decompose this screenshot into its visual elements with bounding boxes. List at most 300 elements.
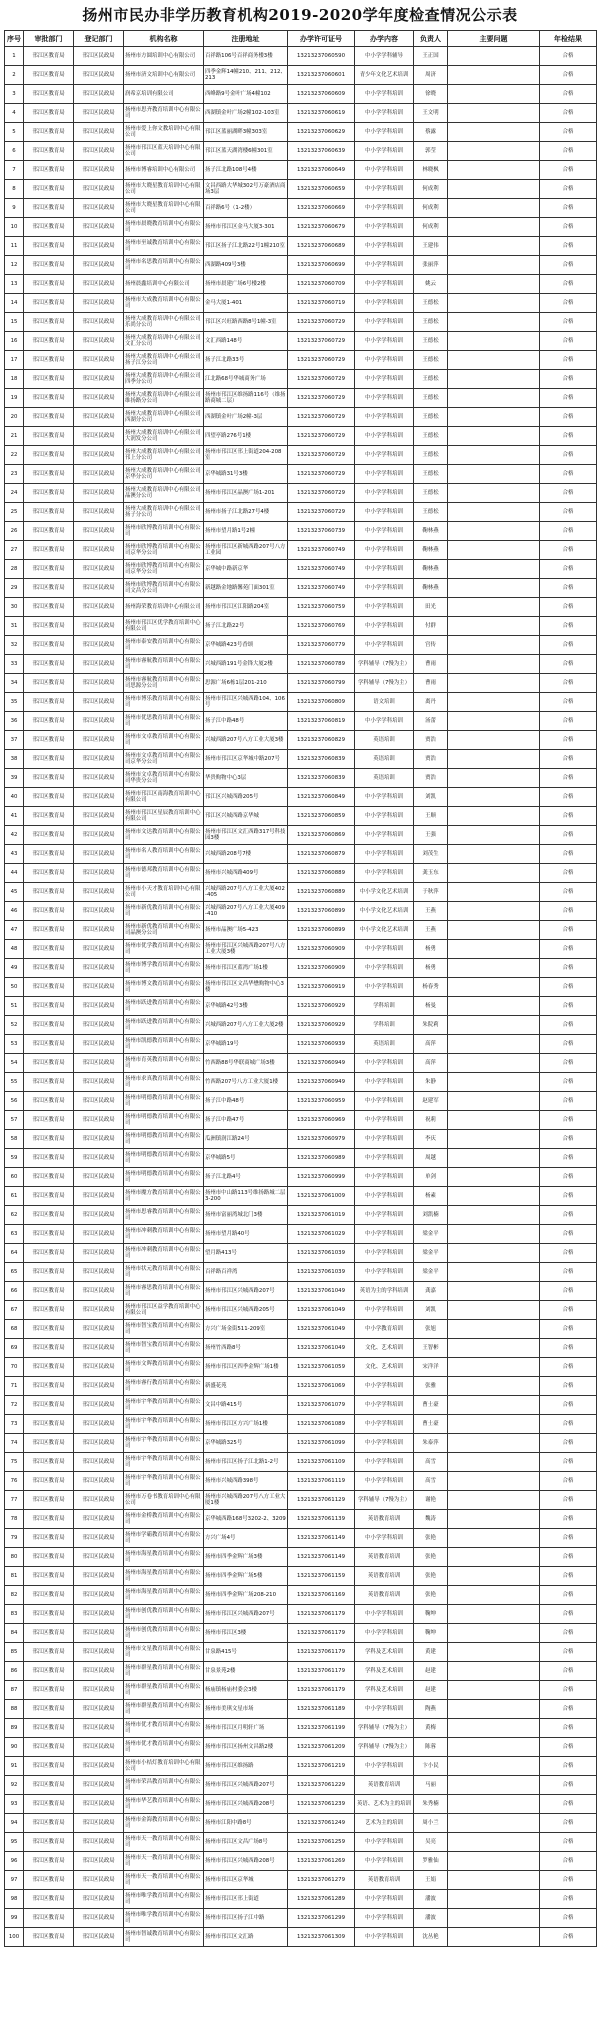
cell-org-name: 扬州市宇华教育培训中心有限公司 — [124, 1434, 204, 1453]
cell-org-name: 扬州市求真教育培训中心有限公司 — [124, 1073, 204, 1092]
table-row — [5, 997, 597, 1016]
cell-registration-dept: 邗江区民政局 — [74, 1358, 124, 1377]
cell-content: 中小学学科培训 — [355, 446, 414, 465]
cell-org-name: 扬州市明德教育培训中心有限公司 — [124, 1168, 204, 1187]
cell-index: 80 — [5, 1548, 24, 1567]
cell-content: 中小学文化艺术培训 — [355, 883, 414, 902]
cell-registration-dept: 邗江区民政局 — [74, 1529, 124, 1548]
cell-index: 39 — [5, 769, 24, 788]
cell-org-name: 扬州市天一教育培训中心有限公司 — [124, 1833, 204, 1852]
cell-principal: 王燕 — [414, 921, 448, 940]
cell-license-no: 13213237060789 — [288, 655, 355, 674]
cell-org-name: 扬州晨鑫培训中心有限公司 — [124, 275, 204, 294]
cell-principal: 刘凯 — [414, 788, 448, 807]
cell-address: 扬州市望月路40号 — [204, 1225, 288, 1244]
cell-principal: 罗雅仙 — [414, 1852, 448, 1871]
cell-address: 兴城西路191号金锋大厦2楼 — [204, 655, 288, 674]
cell-org-name: 扬州市唯学教育培训中心有限公司 — [124, 1890, 204, 1909]
cell-registration-dept: 邗江区民政局 — [74, 427, 124, 446]
cell-org-name: 扬州市天一教育培训中心有限公司 — [124, 1871, 204, 1890]
cell-content: 中小学学科培训 — [355, 978, 414, 997]
cell-org-name: 扬州市金桥教育培训中心有限公司 — [124, 1510, 204, 1529]
cell-registration-dept: 邗江区民政局 — [74, 142, 124, 161]
cell-approval-dept: 邗江区教育局 — [24, 1282, 74, 1301]
cell-license-no: 13213237060749 — [288, 579, 355, 598]
cell-org-name: 扬州大成教育培训中心有限公司京华分公司 — [124, 465, 204, 484]
cell-content: 中小学学科培训 — [355, 1434, 414, 1453]
cell-org-name: 扬州市睿行教育培训中心有限公司 — [124, 1377, 204, 1396]
table-row — [5, 1928, 597, 1947]
table-body — [5, 47, 597, 1947]
col-header: 负责人 — [414, 31, 448, 47]
cell-address: 兴城西路207号八方工业大厦2楼 — [204, 1016, 288, 1035]
table-row — [5, 1700, 597, 1719]
cell-principal: 张艳 — [414, 1529, 448, 1548]
cell-result: 合格 — [540, 655, 597, 674]
cell-content: 中小学学科培训 — [355, 370, 414, 389]
cell-index: 9 — [5, 199, 24, 218]
cell-principal: 张艳 — [414, 1548, 448, 1567]
cell-content: 中小学学科辅导 — [355, 47, 414, 66]
cell-license-no: 13213237060749 — [288, 541, 355, 560]
cell-content: 学科辅导（7慢为主） — [355, 1738, 414, 1757]
cell-result: 合格 — [540, 1529, 597, 1548]
cell-principal: 祝莉 — [414, 1111, 448, 1130]
cell-approval-dept: 邗江区教育局 — [24, 1225, 74, 1244]
cell-approval-dept: 邗江区教育局 — [24, 598, 74, 617]
cell-content: 中小学学科培训 — [355, 940, 414, 959]
cell-license-no: 13213237060819 — [288, 712, 355, 731]
cell-license-no: 13213237061049 — [288, 1282, 355, 1301]
cell-registration-dept: 邗江区民政局 — [74, 883, 124, 902]
table-row — [5, 674, 597, 693]
cell-issues — [448, 1358, 540, 1377]
cell-issues — [448, 693, 540, 712]
cell-org-name: 扬州大成教育培训中心有限公司晶澳分公司 — [124, 484, 204, 503]
cell-address: 扬州市四季金辉广场5楼 — [204, 1567, 288, 1586]
cell-org-name: 扬州市优才教育培训中心有限公司 — [124, 1738, 204, 1757]
cell-registration-dept: 邗江区民政局 — [74, 1624, 124, 1643]
cell-index: 51 — [5, 997, 24, 1016]
cell-license-no: 13213237060639 — [288, 142, 355, 161]
cell-license-no: 13213237060909 — [288, 940, 355, 959]
table-row — [5, 123, 597, 142]
cell-org-name: 扬州市大成教育培训中心有限公司 — [124, 294, 204, 313]
cell-content: 中小学学科培训 — [355, 1529, 414, 1548]
cell-content: 中小学学科培训 — [355, 237, 414, 256]
cell-address: 扬州市邗江区兴城西路208号 — [204, 1852, 288, 1871]
cell-registration-dept: 邗江区民政局 — [74, 408, 124, 427]
cell-registration-dept: 邗江区民政局 — [74, 1339, 124, 1358]
table-row — [5, 85, 597, 104]
cell-result: 合格 — [540, 1415, 597, 1434]
cell-index: 27 — [5, 541, 24, 560]
cell-issues — [448, 617, 540, 636]
cell-content: 中小学学科培训 — [355, 351, 414, 370]
cell-approval-dept: 邗江区教育局 — [24, 940, 74, 959]
cell-issues — [448, 1814, 540, 1833]
cell-address: 扬州市兴城西路207号八方工业大厦1楼 — [204, 1491, 288, 1510]
cell-result: 合格 — [540, 826, 597, 845]
cell-index: 28 — [5, 560, 24, 579]
cell-content: 中小学学科培训 — [355, 864, 414, 883]
cell-approval-dept: 邗江区教育局 — [24, 636, 74, 655]
cell-result: 合格 — [540, 180, 597, 199]
cell-result: 合格 — [540, 1092, 597, 1111]
table-row — [5, 579, 597, 598]
cell-registration-dept: 邗江区民政局 — [74, 579, 124, 598]
cell-principal: 朱泰萍 — [414, 1434, 448, 1453]
cell-license-no: 13213237061269 — [288, 1852, 355, 1871]
cell-content: 英语培训 — [355, 1035, 414, 1054]
cell-org-name: 扬州市群星教育培训中心有限公司 — [124, 1681, 204, 1700]
cell-result: 合格 — [540, 389, 597, 408]
cell-address: 邗江区兴旺路西路8号1幢-3室 — [204, 313, 288, 332]
table-row — [5, 1111, 597, 1130]
cell-issues — [448, 1681, 540, 1700]
cell-result: 合格 — [540, 864, 597, 883]
cell-issues — [448, 712, 540, 731]
cell-address: 甘泉路415号 — [204, 1643, 288, 1662]
cell-registration-dept: 邗江区民政局 — [74, 1681, 124, 1700]
col-header: 机构名称 — [124, 31, 204, 47]
cell-content: 中小学学科培训 — [355, 1472, 414, 1491]
table-row — [5, 1453, 597, 1472]
cell-address: 扬子江北路22号 — [204, 617, 288, 636]
cell-address: 扬州市邗江区邗上街道204-208室 — [204, 446, 288, 465]
cell-index: 88 — [5, 1700, 24, 1719]
cell-registration-dept: 邗江区民政局 — [74, 294, 124, 313]
cell-approval-dept: 邗江区教育局 — [24, 1434, 74, 1453]
cell-approval-dept: 邗江区教育局 — [24, 332, 74, 351]
cell-result: 合格 — [540, 1396, 597, 1415]
table-row — [5, 1738, 597, 1757]
cell-approval-dept: 邗江区教育局 — [24, 978, 74, 997]
cell-approval-dept: 邗江区教育局 — [24, 1852, 74, 1871]
cell-index: 63 — [5, 1225, 24, 1244]
cell-result: 合格 — [540, 1434, 597, 1453]
cell-org-name: 扬州市优思教育培训中心有限公司 — [124, 712, 204, 731]
cell-content: 语文培训 — [355, 693, 414, 712]
cell-issues — [448, 1795, 540, 1814]
cell-license-no: 13213237060609 — [288, 85, 355, 104]
cell-index: 62 — [5, 1206, 24, 1225]
cell-content: 中小学学科培训 — [355, 104, 414, 123]
cell-org-name: 扬州市文卓教育培训中心有限公司京华分公司 — [124, 750, 204, 769]
cell-content: 英语培训 — [355, 769, 414, 788]
cell-result: 合格 — [540, 1282, 597, 1301]
cell-license-no: 13213237060919 — [288, 978, 355, 997]
cell-address: 扬州市兴城西路398号 — [204, 1472, 288, 1491]
cell-index: 6 — [5, 142, 24, 161]
cell-approval-dept: 邗江区教育局 — [24, 1814, 74, 1833]
cell-principal: 宋洋洋 — [414, 1358, 448, 1377]
cell-principal: 张艳 — [414, 1586, 448, 1605]
cell-content: 中小学学科培训 — [355, 1244, 414, 1263]
cell-principal: 赵建 — [414, 1681, 448, 1700]
cell-approval-dept: 邗江区教育局 — [24, 237, 74, 256]
col-header: 年检结果 — [540, 31, 597, 47]
cell-approval-dept: 邗江区教育局 — [24, 921, 74, 940]
cell-approval-dept: 邗江区教育局 — [24, 313, 74, 332]
cell-approval-dept: 邗江区教育局 — [24, 465, 74, 484]
cell-address: 扬州市邗江区文汇西路317号科技园3楼 — [204, 826, 288, 845]
cell-approval-dept: 邗江区教育局 — [24, 1928, 74, 1947]
table-row — [5, 1662, 597, 1681]
table-row — [5, 389, 597, 408]
cell-index: 3 — [5, 85, 24, 104]
cell-issues — [448, 332, 540, 351]
cell-org-name: 扬州市宇华教育培训中心有限公司 — [124, 1415, 204, 1434]
cell-content: 中小学学科培训 — [355, 845, 414, 864]
cell-result: 合格 — [540, 465, 597, 484]
cell-result: 合格 — [540, 1358, 597, 1377]
page-title: 扬州市民办非学历教育机构2019-2020学年度检查情况公示表 — [82, 6, 518, 24]
cell-registration-dept: 邗江区民政局 — [74, 1491, 124, 1510]
table-row — [5, 1833, 597, 1852]
cell-address: 扬州市四季金辉广场208-210 — [204, 1586, 288, 1605]
cell-index: 67 — [5, 1301, 24, 1320]
cell-approval-dept: 邗江区教育局 — [24, 902, 74, 921]
cell-index: 78 — [5, 1510, 24, 1529]
cell-principal: 王德松 — [414, 446, 448, 465]
cell-result: 合格 — [540, 370, 597, 389]
cell-result: 合格 — [540, 446, 597, 465]
cell-content: 中小学学科培训 — [355, 1073, 414, 1092]
cell-issues — [448, 313, 540, 332]
table-row — [5, 1624, 597, 1643]
cell-issues — [448, 921, 540, 940]
cell-result: 合格 — [540, 693, 597, 712]
cell-org-name: 扬州市大晓星教育培训中心有限公司 — [124, 199, 204, 218]
cell-result: 合格 — [540, 1548, 597, 1567]
cell-approval-dept: 邗江区教育局 — [24, 864, 74, 883]
cell-approval-dept: 邗江区教育局 — [24, 1396, 74, 1415]
cell-result: 合格 — [540, 104, 597, 123]
cell-principal: 陶燕 — [414, 1700, 448, 1719]
cell-address: 邗江区兴城西路京华城 — [204, 807, 288, 826]
cell-org-name: 扬州市冲刺教育培训中心有限公司 — [124, 1225, 204, 1244]
cell-approval-dept: 邗江区教育局 — [24, 750, 74, 769]
cell-org-name: 扬州市睿航教育培训中心有限公司思源分公司 — [124, 674, 204, 693]
cell-principal: 周越 — [414, 1149, 448, 1168]
cell-approval-dept: 邗江区教育局 — [24, 1187, 74, 1206]
cell-registration-dept: 邗江区民政局 — [74, 1643, 124, 1662]
cell-principal: 单剑 — [414, 1168, 448, 1187]
cell-license-no: 13213237061179 — [288, 1624, 355, 1643]
cell-registration-dept: 邗江区民政局 — [74, 1605, 124, 1624]
cell-index: 2 — [5, 66, 24, 85]
cell-issues — [448, 1396, 540, 1415]
col-header: 办学内容 — [355, 31, 414, 47]
cell-approval-dept: 邗江区教育局 — [24, 1339, 74, 1358]
cell-principal: 张旭 — [414, 1320, 448, 1339]
cell-registration-dept: 邗江区民政局 — [74, 826, 124, 845]
table-row — [5, 1130, 597, 1149]
table-row — [5, 1890, 597, 1909]
cell-address: 竹西路88号华联商城广场3楼 — [204, 1054, 288, 1073]
cell-content: 中小学文化艺术培训 — [355, 902, 414, 921]
cell-org-name: 扬州市睿航教育培训中心有限公司 — [124, 655, 204, 674]
cell-address: 扬州市晨建广场6号楼2楼 — [204, 275, 288, 294]
cell-approval-dept: 邗江区教育局 — [24, 712, 74, 731]
cell-principal: 鞠坤 — [414, 1624, 448, 1643]
cell-result: 合格 — [540, 940, 597, 959]
cell-registration-dept: 邗江区民政局 — [74, 370, 124, 389]
cell-index: 81 — [5, 1567, 24, 1586]
cell-approval-dept: 邗江区教育局 — [24, 655, 74, 674]
table-row — [5, 693, 597, 712]
cell-index: 94 — [5, 1814, 24, 1833]
cell-approval-dept: 邗江区教育局 — [24, 522, 74, 541]
cell-issues — [448, 1339, 540, 1358]
cell-content: 中小学学科培训 — [355, 959, 414, 978]
cell-result: 合格 — [540, 1244, 597, 1263]
cell-result: 合格 — [540, 66, 597, 85]
cell-registration-dept: 邗江区民政局 — [74, 1909, 124, 1928]
cell-approval-dept: 邗江区教育局 — [24, 1795, 74, 1814]
cell-registration-dept: 邗江区民政局 — [74, 1852, 124, 1871]
cell-content: 中小学学科培训 — [355, 1225, 414, 1244]
cell-license-no: 13213237060590 — [288, 47, 355, 66]
cell-principal: 曹雨 — [414, 674, 448, 693]
cell-org-name: 扬州市凯德教育培训中心有限公司 — [124, 1035, 204, 1054]
cell-address: 文昌西路大华城302号万豪酒店商场3层 — [204, 180, 288, 199]
cell-content: 英语培训 — [355, 731, 414, 750]
cell-license-no: 13213237061079 — [288, 1396, 355, 1415]
cell-address: 扬州市邗江区京华城中路207号 — [204, 750, 288, 769]
cell-address: 扬州市邗江区四季金辉广场1楼 — [204, 1358, 288, 1377]
cell-org-name: 扬州市海星教育培训中心有限公司 — [124, 1548, 204, 1567]
cell-registration-dept: 邗江区民政局 — [74, 237, 124, 256]
cell-index: 12 — [5, 256, 24, 275]
cell-principal: 梁金平 — [414, 1263, 448, 1282]
cell-issues — [448, 655, 540, 674]
cell-org-name: 扬州市群星教育培训中心有限公司 — [124, 1700, 204, 1719]
cell-issues — [448, 389, 540, 408]
cell-org-name: 扬州市邗江区优学教育培训中心有限公司 — [124, 617, 204, 636]
cell-registration-dept: 邗江区民政局 — [74, 47, 124, 66]
cell-license-no: 13213237061199 — [288, 1719, 355, 1738]
cell-index: 56 — [5, 1092, 24, 1111]
cell-org-name: 扬州市跃进教育培训中心有限公司 — [124, 997, 204, 1016]
cell-approval-dept: 邗江区教育局 — [24, 484, 74, 503]
cell-license-no: 13213237060729 — [288, 313, 355, 332]
cell-address: 西湖镇金叶广场2幢-3层 — [204, 408, 288, 427]
cell-issues — [448, 1415, 540, 1434]
cell-result: 合格 — [540, 123, 597, 142]
cell-license-no: 13213237060889 — [288, 883, 355, 902]
cell-index: 50 — [5, 978, 24, 997]
cell-issues — [448, 598, 540, 617]
cell-issues — [448, 465, 540, 484]
cell-address: 京华城路19号 — [204, 1035, 288, 1054]
cell-index: 72 — [5, 1396, 24, 1415]
cell-approval-dept: 邗江区教育局 — [24, 1415, 74, 1434]
cell-approval-dept: 邗江区教育局 — [24, 731, 74, 750]
cell-license-no: 13213237061149 — [288, 1548, 355, 1567]
cell-registration-dept: 邗江区民政局 — [74, 1206, 124, 1225]
cell-principal: 曹雨 — [414, 655, 448, 674]
table-row — [5, 541, 597, 560]
cell-org-name: 扬州市邗江区益学教育培训中心有限公司 — [124, 1301, 204, 1320]
cell-principal: 沈丛艳 — [414, 1928, 448, 1947]
cell-license-no: 13213237060829 — [288, 731, 355, 750]
cell-index: 32 — [5, 636, 24, 655]
cell-approval-dept: 邗江区教育局 — [24, 1776, 74, 1795]
table-row — [5, 1415, 597, 1434]
cell-license-no: 13213237061019 — [288, 1206, 355, 1225]
cell-index: 13 — [5, 275, 24, 294]
cell-result: 合格 — [540, 1339, 597, 1358]
cell-registration-dept: 邗江区民政局 — [74, 693, 124, 712]
cell-issues — [448, 104, 540, 123]
cell-license-no: 13213237060969 — [288, 1111, 355, 1130]
cell-registration-dept: 邗江区民政局 — [74, 997, 124, 1016]
cell-principal: 梁金平 — [414, 1225, 448, 1244]
cell-registration-dept: 邗江区民政局 — [74, 769, 124, 788]
cell-registration-dept: 邗江区民政局 — [74, 902, 124, 921]
cell-registration-dept: 邗江区民政局 — [74, 199, 124, 218]
cell-result: 合格 — [540, 1206, 597, 1225]
table-row — [5, 1643, 597, 1662]
cell-result: 合格 — [540, 142, 597, 161]
cell-approval-dept: 邗江区教育局 — [24, 389, 74, 408]
cell-index: 57 — [5, 1111, 24, 1130]
table-row — [5, 503, 597, 522]
cell-result: 合格 — [540, 1852, 597, 1871]
cell-address: 京华城路5号 — [204, 1149, 288, 1168]
cell-registration-dept: 邗江区民政局 — [74, 541, 124, 560]
cell-content: 中小学学科培训 — [355, 636, 414, 655]
cell-index: 5 — [5, 123, 24, 142]
cell-approval-dept: 邗江区教育局 — [24, 1567, 74, 1586]
cell-org-name: 扬州市荣昌教育培训中心有限公司 — [124, 1776, 204, 1795]
cell-result: 合格 — [540, 237, 597, 256]
cell-address: 兴城西路208号7楼 — [204, 845, 288, 864]
cell-approval-dept: 邗江区教育局 — [24, 579, 74, 598]
table-row — [5, 1244, 597, 1263]
cell-index: 4 — [5, 104, 24, 123]
cell-principal: 吴亮 — [414, 1833, 448, 1852]
cell-address: 西湖路409号3楼 — [204, 256, 288, 275]
cell-issues — [448, 1472, 540, 1491]
cell-content: 中小学教育培训 — [355, 1320, 414, 1339]
cell-registration-dept: 邗江区民政局 — [74, 940, 124, 959]
cell-address: 扬州市邗江区扬子江北路1-2号 — [204, 1453, 288, 1472]
cell-issues — [448, 123, 540, 142]
cell-principal: 王正国 — [414, 47, 448, 66]
cell-result: 合格 — [540, 313, 597, 332]
cell-license-no: 13213237060909 — [288, 959, 355, 978]
cell-org-name: 扬州市德邦教育培训中心有限公司 — [124, 864, 204, 883]
table-row — [5, 1719, 597, 1738]
cell-org-name: 扬州市明德教育培训中心有限公司 — [124, 1149, 204, 1168]
cell-result: 合格 — [540, 750, 597, 769]
cell-content: 英语培训 — [355, 750, 414, 769]
cell-org-name: 扬州市文晖教育培训中心有限公司 — [124, 1358, 204, 1377]
cell-address: 邗江区蓝丽湖畔3幢303室 — [204, 123, 288, 142]
table-row — [5, 826, 597, 845]
table-row — [5, 484, 597, 503]
cell-result: 合格 — [540, 978, 597, 997]
table-row — [5, 921, 597, 940]
cell-principal: 王德松 — [414, 503, 448, 522]
cell-content: 学科辅导（7慢为主） — [355, 655, 414, 674]
cell-principal: 赵建军 — [414, 1092, 448, 1111]
cell-principal: 马丽 — [414, 1776, 448, 1795]
cell-principal: 周济 — [414, 66, 448, 85]
